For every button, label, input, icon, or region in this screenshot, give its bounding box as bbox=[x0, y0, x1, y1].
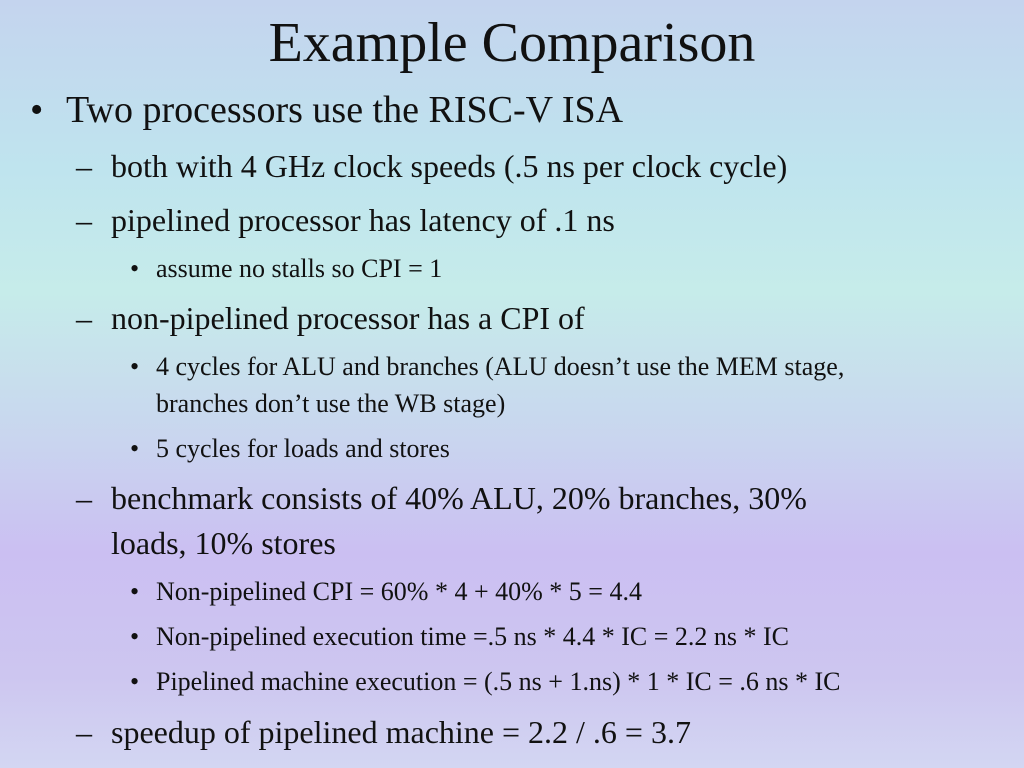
bullet-five-cycles: 5 cycles for loads and stores bbox=[156, 434, 450, 463]
bullet-marker: • bbox=[130, 667, 140, 696]
bullet-marker: • bbox=[130, 577, 140, 606]
bullet-marker: • bbox=[130, 622, 140, 651]
dash-marker: – bbox=[76, 480, 92, 516]
bullet-four-cycles-cont: branches don’t use the WB stage) bbox=[156, 389, 506, 418]
bullet-non-pipelined-cpi-calc: Non-pipelined CPI = 60% * 4 + 40% * 5 = 4.4 bbox=[156, 577, 642, 606]
dash-marker: – bbox=[76, 148, 92, 184]
dash-marker: – bbox=[76, 202, 92, 238]
bullet-pipelined-latency: pipelined processor has latency of .1 ns bbox=[111, 202, 615, 238]
bullet-speedup: speedup of pipelined machine = 2.2 / .6 = 3.7 bbox=[111, 714, 691, 750]
dash-marker: – bbox=[76, 300, 92, 336]
bullet-clock-speeds: both with 4 GHz clock speeds (.5 ns per clock cycle) bbox=[111, 148, 788, 184]
bullet-two-processors: Two processors use the RISC-V ISA bbox=[66, 89, 624, 131]
bullet-marker: • bbox=[30, 89, 44, 131]
bullet-benchmark: benchmark consists of 40% ALU, 20% branches, 30% bbox=[111, 480, 807, 516]
bullet-marker: • bbox=[130, 434, 140, 463]
bullet-non-pipelined-time: Non-pipelined execution time =.5 ns * 4.4 * IC = 2.2 ns * IC bbox=[156, 622, 790, 651]
bullet-four-cycles: 4 cycles for ALU and branches (ALU doesn’t use the MEM stage, bbox=[156, 352, 845, 381]
bullet-marker: • bbox=[130, 254, 140, 283]
bullet-no-stalls: assume no stalls so CPI = 1 bbox=[156, 254, 443, 283]
bullet-non-pipelined-cpi: non-pipelined processor has a CPI of bbox=[111, 300, 585, 336]
bullet-benchmark-cont: loads, 10% stores bbox=[111, 525, 336, 561]
bullet-marker: • bbox=[130, 352, 140, 381]
bullet-pipelined-execution: Pipelined machine execution = (.5 ns + 1.ns) * 1 * IC = .6 ns * IC bbox=[156, 667, 841, 696]
slide-title: Example Comparison bbox=[268, 12, 756, 74]
dash-marker: – bbox=[76, 714, 92, 750]
